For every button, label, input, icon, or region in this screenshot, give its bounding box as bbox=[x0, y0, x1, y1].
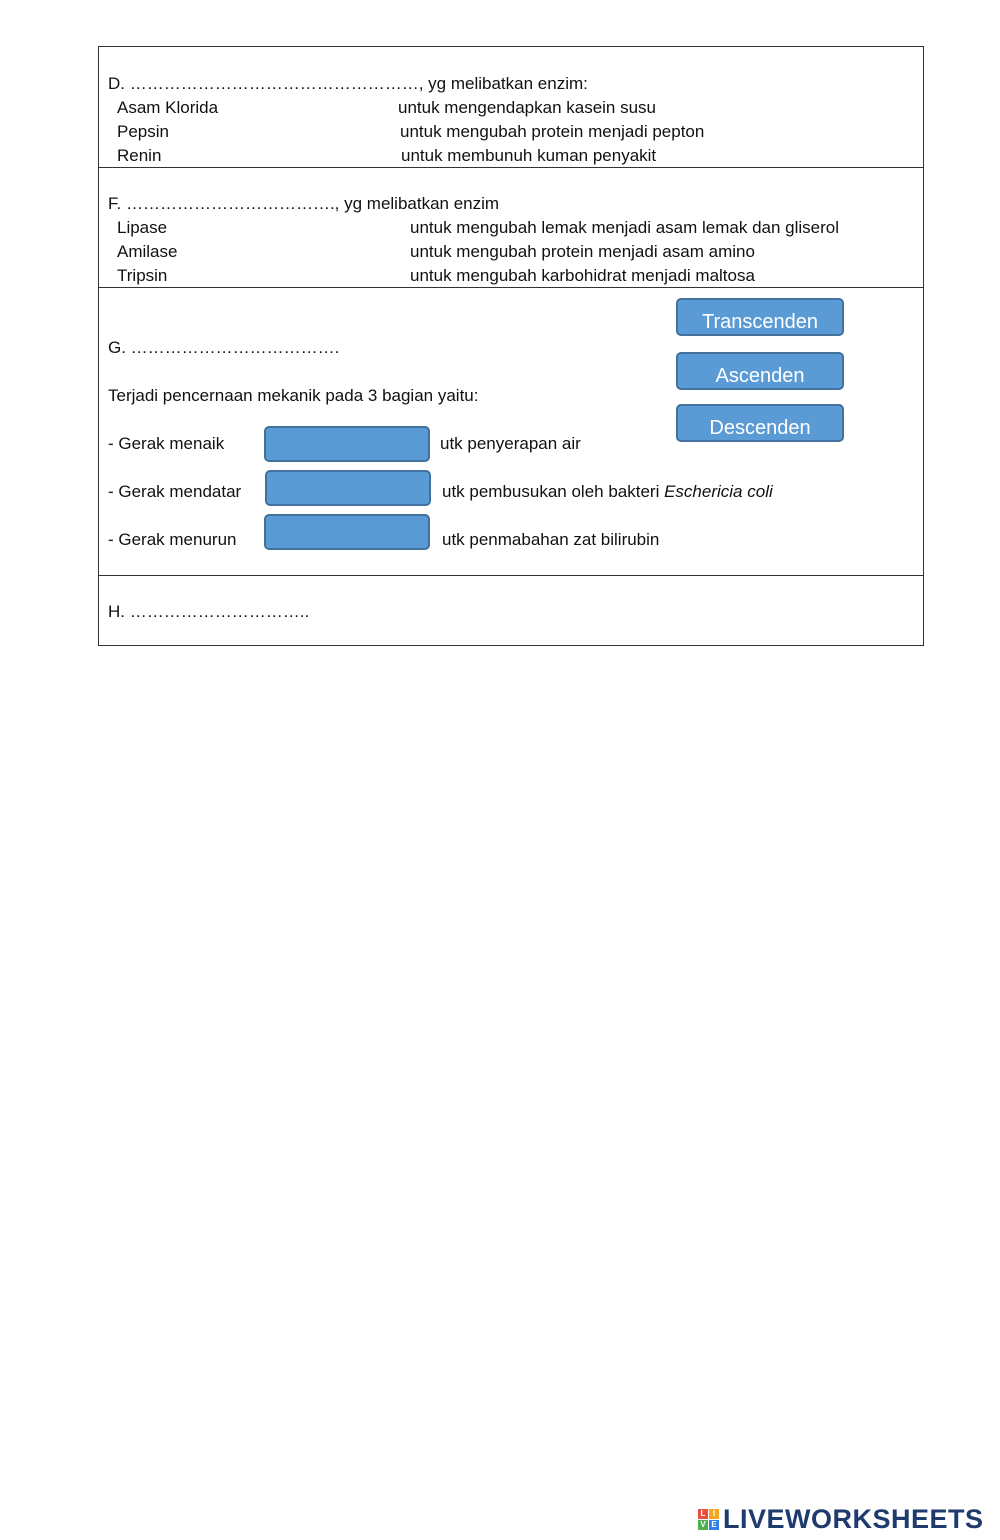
row-divider bbox=[99, 167, 923, 168]
option-ascenden[interactable]: Ascenden bbox=[676, 352, 844, 390]
enzyme-function: untuk mengubah protein menjadi asam amino bbox=[410, 242, 755, 261]
section-g-heading: G. ………………………………. bbox=[108, 338, 340, 357]
enzyme-function: untuk mengubah karbohidrat menjadi maltosa bbox=[410, 266, 755, 285]
movement-description: utk penmabahan zat bilirubin bbox=[442, 530, 660, 549]
section-g-intro: Terjadi pencernaan mekanik pada 3 bagian yaitu: bbox=[108, 386, 479, 405]
liveworksheets-logo bbox=[698, 1504, 984, 1534]
enzyme-function: untuk mengendapkan kasein susu bbox=[398, 98, 657, 117]
section-h-heading: H. ………………………….. bbox=[108, 602, 310, 621]
movement-description: utk pembusukan oleh bakteri Eschericia coli bbox=[442, 482, 773, 501]
enzyme-name: Renin bbox=[117, 146, 162, 165]
row-divider bbox=[99, 575, 923, 576]
movement-label: - Gerak menurun bbox=[108, 530, 237, 549]
movement-label: - Gerak mendatar bbox=[108, 482, 242, 501]
bacteria-name: Eschericia coli bbox=[664, 482, 773, 501]
logo-icon: L I V E bbox=[698, 1509, 719, 1530]
enzyme-function: untuk mengubah lemak menjadi asam lemak dan gliserol bbox=[410, 218, 840, 237]
answer-drop-box[interactable] bbox=[265, 470, 431, 506]
movement-description: utk penyerapan air bbox=[440, 434, 581, 453]
row-divider bbox=[99, 287, 923, 288]
answer-drop-box[interactable] bbox=[264, 514, 430, 550]
enzyme-function: untuk mengubah protein menjadi pepton bbox=[400, 122, 705, 141]
enzyme-name: Lipase bbox=[117, 218, 168, 237]
enzyme-name: Asam Klorida bbox=[117, 98, 219, 117]
enzyme-name: Tripsin bbox=[117, 266, 168, 285]
brand-name: LIVEWORKSHEETS bbox=[723, 1503, 984, 1534]
enzyme-name: Amilase bbox=[117, 242, 178, 261]
movement-label: - Gerak menaik bbox=[108, 434, 225, 453]
answer-drop-box[interactable] bbox=[264, 426, 430, 462]
option-descenden[interactable]: Descenden bbox=[676, 404, 844, 442]
section-f-heading: F. ………………………………., yg melibatkan enzim bbox=[108, 194, 500, 213]
option-transcenden[interactable]: Transcenden bbox=[676, 298, 844, 336]
enzyme-function: untuk membunuh kuman penyakit bbox=[401, 146, 657, 165]
enzyme-name: Pepsin bbox=[117, 122, 169, 141]
section-d-heading: D. ……………………………………………, yg melibatkan enzim: bbox=[108, 74, 588, 93]
